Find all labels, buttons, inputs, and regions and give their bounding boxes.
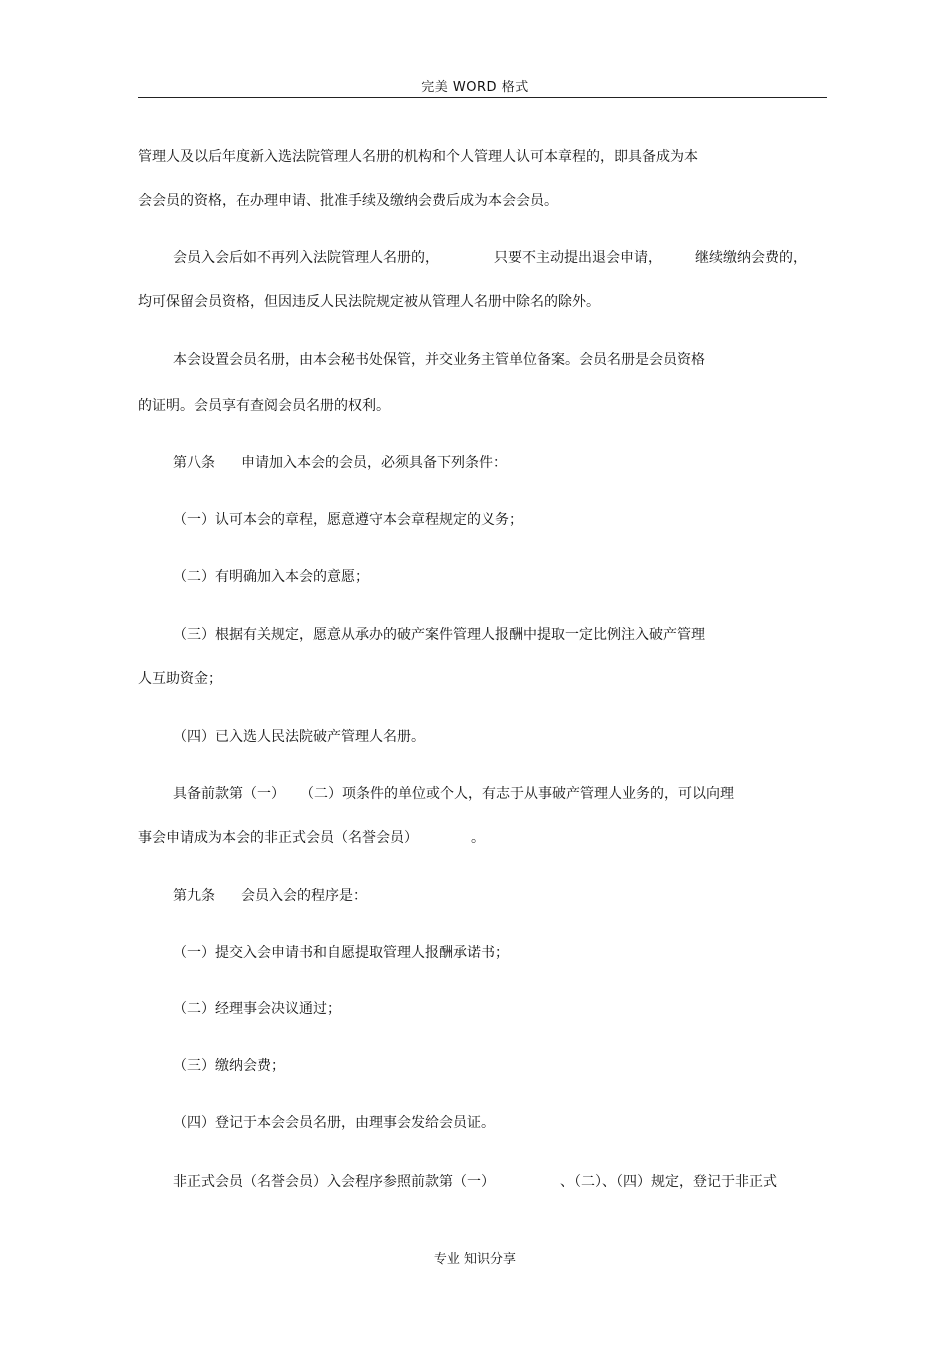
article-8-item-3-line-1: （三）根据有关规定，愿意从承办的破产案件管理人报酬中提取一定比例注入破产管理 <box>173 627 705 643</box>
header-divider <box>138 97 827 98</box>
paragraph-4-line-2-part-b: 。 <box>471 830 485 846</box>
paragraph-2-line-2: 均可保留会员资格，但因违反人民法院规定被从管理人名册中除名的除外。 <box>138 294 600 310</box>
article-8-item-3-line-2: 人互助资金； <box>138 671 222 687</box>
page-header: 完美 WORD 格式 <box>421 80 529 95</box>
article-9-item-4: （四）登记于本会会员名册，由理事会发给会员证。 <box>173 1115 495 1131</box>
paragraph-5-line-1-part-b: 、（二）、（四）规定，登记于非正式 <box>560 1174 777 1190</box>
paragraph-2-line-1-part-a: 会员入会后如不再列入法院管理人名册的， <box>173 250 439 266</box>
paragraph-1-line-1: 管理人及以后年度新入选法院管理人名册的机构和个人管理人认可本章程的，即具备成为本 <box>138 149 698 165</box>
article-9-item-2: （二）经理事会决议通过； <box>173 1001 341 1017</box>
article-8-item-1: （一）认可本会的章程，愿意遵守本会章程规定的义务； <box>173 512 523 528</box>
paragraph-3-line-2: 的证明。会员享有查阅会员名册的权利。 <box>138 398 390 414</box>
paragraph-4-line-2-part-a: 事会申请成为本会的非正式会员（名誉会员） <box>138 830 418 846</box>
paragraph-5-line-1-part-a: 非正式会员（名誉会员）入会程序参照前款第（一） <box>173 1174 495 1190</box>
article-8-text: 申请加入本会的会员，必须具备下列条件： <box>241 455 507 471</box>
paragraph-4-line-1-part-a: 具备前款第（一） <box>173 786 285 802</box>
paragraph-2-line-1-part-b: 只要不主动提出退会申请， <box>494 250 662 266</box>
article-8-item-2: （二）有明确加入本会的意愿； <box>173 569 369 585</box>
article-9-text: 会员入会的程序是： <box>241 888 367 904</box>
page-footer: 专业 知识分享 <box>433 1252 517 1267</box>
paragraph-2-line-1-part-c: 继续缴纳会费的， <box>695 250 807 266</box>
article-9-number: 第九条 <box>173 888 215 904</box>
article-9-item-3: （三）缴纳会费； <box>173 1058 285 1074</box>
paragraph-1-line-2: 会会员的资格，在办理申请、批准手续及缴纳会费后成为本会会员。 <box>138 193 558 209</box>
paragraph-3-line-1: 本会设置会员名册，由本会秘书处保管，并交业务主管单位备案。会员名册是会员资格 <box>173 352 705 368</box>
article-8-item-4: （四）已入选人民法院破产管理人名册。 <box>173 729 425 745</box>
paragraph-4-line-1-part-b: （二）项条件的单位或个人，有志于从事破产管理人业务的，可以向理 <box>300 786 734 802</box>
article-9-item-1: （一）提交入会申请书和自愿提取管理人报酬承诺书； <box>173 945 509 961</box>
article-8-number: 第八条 <box>173 455 215 471</box>
